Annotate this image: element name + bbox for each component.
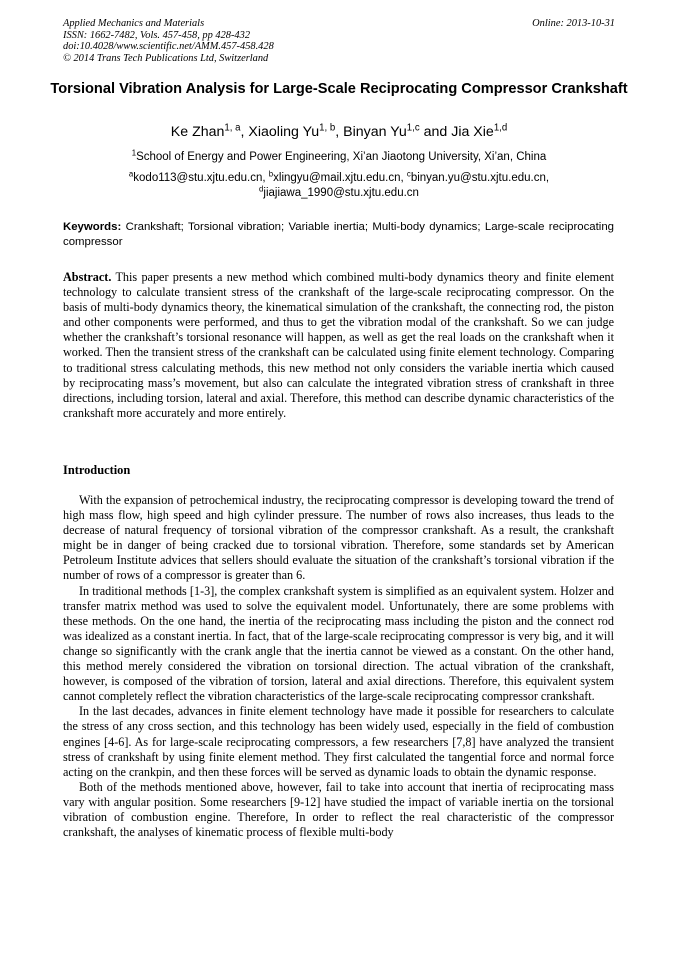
paragraph: In the last decades, advances in finite element technology have made it possible for researchers to calculate the stress of any cross section, and this technology has been widely used, especially in the field of combustion engines [4-6]. As for large-scale reciprocating compressors, a few researchers [7,8] have analyzed the transient stress of crankshaft by using finite element method. They first calculated the tangential force and normal force acting on the crankpin, and then these forces will be served as dynamic loads to obtain the dynamic response. bbox=[63, 704, 614, 779]
affiliation bbox=[40, 150, 638, 165]
email-link[interactable]: binyan.yu@stu.xjtu.edu.cn, bbox=[410, 172, 550, 184]
abstract-text: This paper presents a new method which combined multi-body dynamics theory and finite element technology to calculate transient stress of the crankshaft of the large-scale reciprocating compressor. On the basis of multi-body dynamics theory, the kinematical simulation of the crankshaft, the connecting rod, the piston and other components were performed, and thus to get the vibration modal of the crankshaft. So we can judge whether the crankshaft’s torsional resonance will happen, as well as get the real loads on the crankshaft when it worked. Then the transient stress of the crankshaft can be calculated using finite element technology. Comparing to traditional stress calculating methods, this new method not only considers the variable inertia which caused by reciprocating mass’s movement, but also can calculate the integrated vibration stress of crankshaft in three directions, including torsion, lateral and axial. Therefore, this method can describe dynamic characteristics of the crankshaft more accurately and more entirely. bbox=[63, 270, 614, 420]
issn-line: ISSN: 1662-7482, Vols. 457-458, pp 428-432 bbox=[63, 29, 251, 41]
paragraph: With the expansion of petrochemical industry, the reciprocating compressor is developing toward the trend of high mass flow, high speed and high cylinder pressure. The number of rows also increases, thus leads to the decrease of natural frequency of torsional vibration of the compressor crankshaft. As a result, the crankshaft might be in danger of being cracked due to torsional vibration. Therefore, some standards set by American Petroleum Institute advices that sellers should evaluate the situation of the crankshaft’s torsional vibration if the number of rows of a compressor is greater than 6. bbox=[63, 493, 614, 583]
journal-name: Applied Mechanics and Materials bbox=[63, 18, 205, 29]
paragraph: Both of the methods mentioned above, however, fail to take into account that inertia of reciprocating mass vary with angular position. Some researchers [9-12] have studied the impact of variable inertia on the torsional vibration of combustion engine. Therefore, In order to reflect the real characteristic of the compressor crankshaft, the analyses of kinematic process of flexible multi-body bbox=[63, 779, 614, 840]
doi-line[interactable]: doi:10.4028/www.scientific.net/AMM.457-458.428 bbox=[63, 41, 274, 53]
author-affiliation-mark: 1, a bbox=[224, 122, 241, 134]
author-name: Ke Zhan bbox=[170, 124, 225, 140]
author-emails bbox=[40, 171, 638, 201]
journal-header bbox=[63, 18, 615, 64]
introduction-body bbox=[63, 493, 614, 840]
affiliation-text: School of Energy and Power Engineering, Xi’an Jiaotong University, Xi’an, China bbox=[136, 151, 547, 163]
abstract-block bbox=[63, 270, 614, 421]
online-date: Online: 2013-10-31 bbox=[532, 18, 615, 29]
author-separator: and bbox=[419, 124, 452, 140]
author-name: Xiaoling Yu bbox=[248, 124, 320, 140]
abstract-label: Abstract. bbox=[63, 270, 112, 284]
section-heading-introduction: Introduction bbox=[63, 463, 131, 477]
email-link[interactable]: xlingyu@mail.xjtu.edu.cn, bbox=[273, 172, 407, 184]
keywords-block bbox=[63, 220, 614, 249]
email-mark: d bbox=[259, 184, 264, 194]
email-mark: b bbox=[268, 169, 274, 179]
author-affiliation-mark: 1,c bbox=[406, 122, 420, 134]
paragraph: In traditional methods [1-3], the complex crankshaft system is simplified as an equivalent system. Holzer and transfer matrix method was used to solve the equivalent model. Unfortunately, there are some problems with these methods. On the one hand, the inertia of the reciprocating mass including the piston and the connect rod was idealized as a constant inertia. In fact, that of the large-scale reciprocating compressor is very big, and it will change so significantly with the crank angle that the inertia cannot be viewed as a constant. On the other hand, this method merely considered the vibration on torsional direction. The actual vibration of the crankshaft, however, is composed of the vibration of torsion, lateral and axial directions. Therefore, this equivalent system cannot completely reflect the vibration characteristics of the large-scale reciprocating compressor crankshaft. bbox=[63, 583, 614, 704]
author-list bbox=[40, 123, 638, 141]
keywords-label: Keywords: bbox=[63, 221, 122, 233]
email-mark: a bbox=[128, 169, 134, 179]
email-mark: c bbox=[406, 169, 411, 179]
paper-title: Torsional Vibration Analysis for Large-Scale Reciprocating Compressor Crankshaft bbox=[50, 81, 628, 97]
author-separator: , bbox=[240, 124, 249, 140]
email-link[interactable]: jiajiawa_1990@stu.xjtu.edu.cn bbox=[263, 187, 419, 199]
author-name: Jia Xie bbox=[451, 124, 494, 140]
keywords-text: Crankshaft; Torsional vibration; Variable inertia; Multi-body dynamics; Large-scale reciprocating compressor bbox=[63, 221, 614, 248]
author-separator: , bbox=[335, 124, 344, 140]
copyright-line: © 2014 Trans Tech Publications Ltd, Switzerland bbox=[63, 52, 269, 64]
author-affiliation-mark: 1,d bbox=[493, 122, 508, 134]
author-affiliation-mark: 1, b bbox=[319, 122, 336, 134]
affiliation-mark: 1 bbox=[131, 148, 137, 158]
email-link[interactable]: kodo113@stu.xjtu.edu.cn, bbox=[133, 172, 269, 184]
author-name: Binyan Yu bbox=[343, 124, 407, 140]
